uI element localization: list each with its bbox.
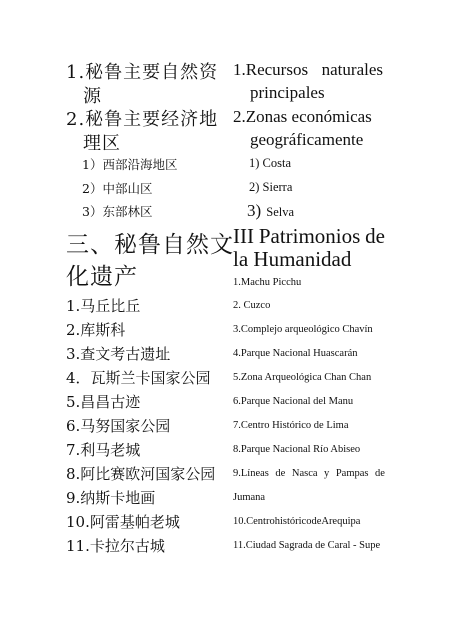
heritage-item: 11.卡拉尔古城 [66,537,165,555]
heritage-item: 8.阿比赛欧河国家公园 [66,465,216,483]
heading-economic-regions-cont: 理区 [83,133,121,154]
heritage-item-cont: Jumana [233,492,266,503]
region-item [247,201,294,221]
heading-recursos-cont: principales [250,83,325,102]
heading-zonas: 2.Zonas económicas [233,107,372,126]
section-heading-word: de [365,224,385,248]
heritage-word: y [324,468,330,479]
heading-natural-resources-cont: 源 [83,86,102,107]
heritage-word: Nasca [291,468,318,479]
section-heading-heritage: 三、秘鲁自然文 [66,232,234,258]
heritage-item: 4．瓦斯兰卡国家公园 [66,369,211,387]
region-number: 3) [247,201,262,220]
heritage-item: 6.Parque Nacional del Manu [233,396,354,407]
heritage-item: 3.Complejo arqueológico Chavín [233,324,373,335]
heritage-item: 5.昌昌古迹 [66,393,141,411]
heading-zonas-cont: geográficamente [250,130,364,149]
heading-natural-resources: 1.秘鲁主要自然资 [66,62,219,83]
heritage-item: 10.CentrohistóricodeArequipa [233,516,361,527]
heritage-item [233,468,385,479]
section-heading-word: III [233,224,254,248]
heritage-item: 4.Parque Nacional Huascarán [233,348,358,359]
region-item: 2）中部山区 [82,181,153,196]
heritage-item: 2.库斯科 [66,321,126,339]
region-item: 3）东部林区 [82,204,153,219]
heading-economic-regions: 2.秘鲁主要经济地 [66,109,219,130]
heritage-item: 7.Centro Histórico de Lima [233,420,349,431]
heritage-item: 2. Cuzco [233,300,271,311]
heritage-item: 10.阿雷基帕老城 [66,513,180,531]
heritage-item: 7.利马老城 [66,441,141,459]
heritage-item: 8.Parque Nacional Río Abiseo [233,444,361,455]
heading-recursos-word: naturales [321,60,383,79]
section-heading-heritage-cont: 化遗产 [66,264,138,290]
heritage-item: 1.马丘比丘 [66,297,141,315]
heritage-item: 9.纳斯卡地画 [66,489,156,507]
heritage-item: 1.Machu Picchu [233,277,302,288]
heading-recursos [233,60,383,80]
section-heading-patrimonios [233,224,385,249]
heritage-word: de [375,468,385,479]
section-heading-patrimonios-cont: la Humanidad [233,247,352,271]
region-item: 1）西部沿海地区 [82,157,178,172]
heritage-word: 9.Líneas [233,468,269,479]
region-label: Selva [266,205,295,219]
section-heading-word: Patrimonios [258,224,361,248]
region-item: 2) Sierra [249,180,293,194]
heritage-word: de [275,468,286,479]
region-item: 1) Costa [249,156,292,170]
heritage-word: Pampas [335,468,369,479]
heritage-item: 5.Zona Arqueológica Chan Chan [233,372,372,383]
heritage-item: 3.查文考古遗址 [66,345,171,363]
heritage-item: 6.马努国家公园 [66,417,171,435]
heritage-item: 11.Ciudad Sagrada de Caral - Supe [233,540,381,551]
heading-recursos-word: 1.Recursos [233,60,309,79]
